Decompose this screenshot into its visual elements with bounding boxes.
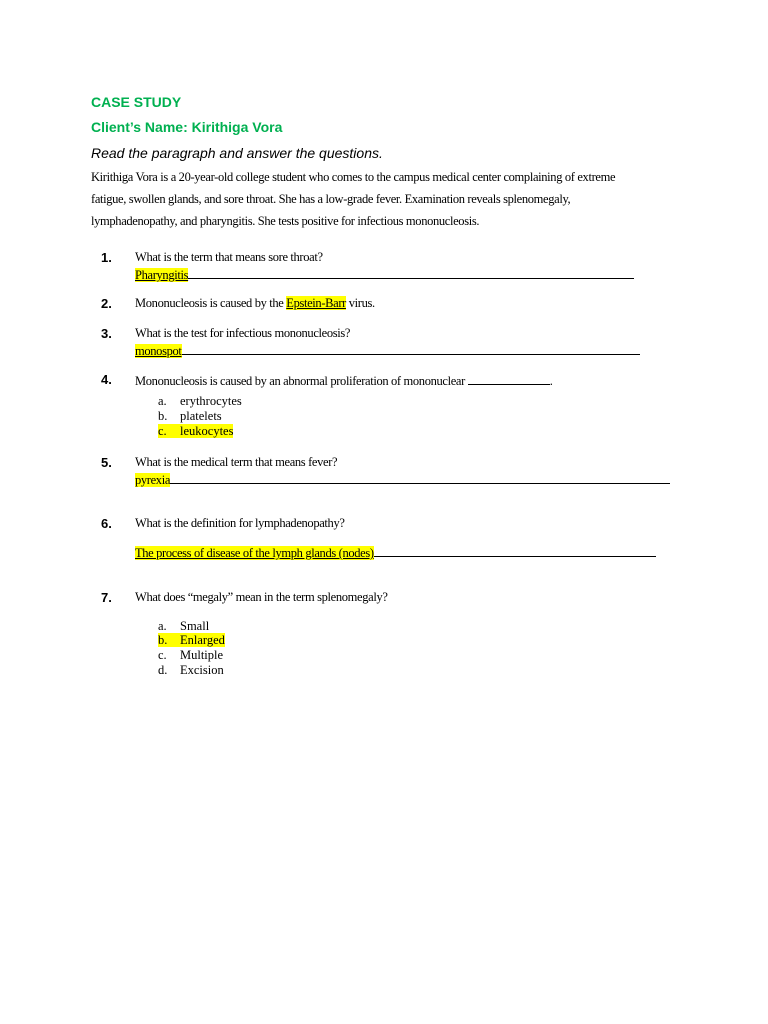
question-6-text: What is the definition for lymphadenopathy?: [135, 516, 345, 530]
question-1-answer-row: [135, 266, 634, 283]
question-7-option-c: c. Multiple: [158, 648, 224, 662]
question-7-option-d: d. Excision: [158, 663, 224, 677]
question-number-2: 2.: [101, 296, 112, 311]
case-study-title: CASE STUDY: [91, 94, 182, 110]
question-1-answer: Pharyngitis: [135, 268, 189, 282]
question-4-option-a: a. erythrocytes: [158, 394, 242, 408]
question-7-text: What does “megaly” mean in the term splenomegaly?: [135, 590, 388, 604]
case-paragraph-line-3: lymphadenopathy, and pharyngitis. She tests positive for infectious mononucleosis.: [91, 214, 480, 228]
question-2-answer: Epstein-Barr: [286, 296, 346, 310]
question-number-5: 5.: [101, 455, 112, 470]
case-paragraph-line-1: Kirithiga Vora is a 20-year-old college student who comes to the campus medical center complaining of extreme: [91, 170, 616, 184]
question-7-option-b-selected: b. Enlarged: [158, 633, 225, 647]
question-2-text-after: virus.: [345, 296, 375, 310]
question-4-text-after: .: [549, 374, 553, 388]
question-5-answer-row: [135, 471, 670, 488]
question-number-3: 3.: [101, 326, 112, 341]
question-2-row: [135, 296, 375, 311]
question-5-text: What is the medical term that means fever?: [135, 455, 338, 469]
answer-blank-line: [170, 471, 670, 484]
question-2-text-before: Mononucleosis is caused by the: [135, 296, 287, 310]
answer-blank-line: [468, 372, 550, 385]
instruction-text: Read the paragraph and answer the questions.: [91, 145, 383, 161]
question-number-6: 6.: [101, 516, 112, 531]
question-4-row: [135, 372, 553, 389]
question-5-answer: pyrexia: [135, 473, 171, 487]
question-1-text: What is the term that means sore throat?: [135, 250, 323, 264]
answer-blank-line: [188, 266, 634, 279]
question-4-option-b: b. platelets: [158, 409, 222, 423]
case-paragraph-line-2: fatigue, swollen glands, and sore throat. She has a low-grade fever. Examination reveals splenomegaly,: [91, 192, 571, 206]
answer-blank-line: [374, 544, 656, 557]
question-number-1: 1.: [101, 250, 112, 265]
question-6-answer: The process of disease of the lymph glands (nodes): [135, 546, 374, 560]
question-number-4: 4.: [101, 372, 112, 387]
question-4-text: Mononucleosis is caused by an abnormal proliferation of mononuclear: [135, 374, 465, 388]
question-number-7: 7.: [101, 590, 112, 605]
answer-blank-line: [182, 342, 640, 355]
question-7-option-a: a. Small: [158, 619, 210, 633]
client-name-heading: Client’s Name: Kirithiga Vora: [91, 119, 283, 135]
question-4-option-c-selected: c. leukocytes: [158, 424, 234, 438]
question-3-answer: monospot: [135, 344, 182, 358]
question-3-text: What is the test for infectious mononucleosis?: [135, 326, 351, 340]
question-6-answer-row: [135, 544, 656, 561]
question-3-answer-row: [135, 342, 640, 359]
